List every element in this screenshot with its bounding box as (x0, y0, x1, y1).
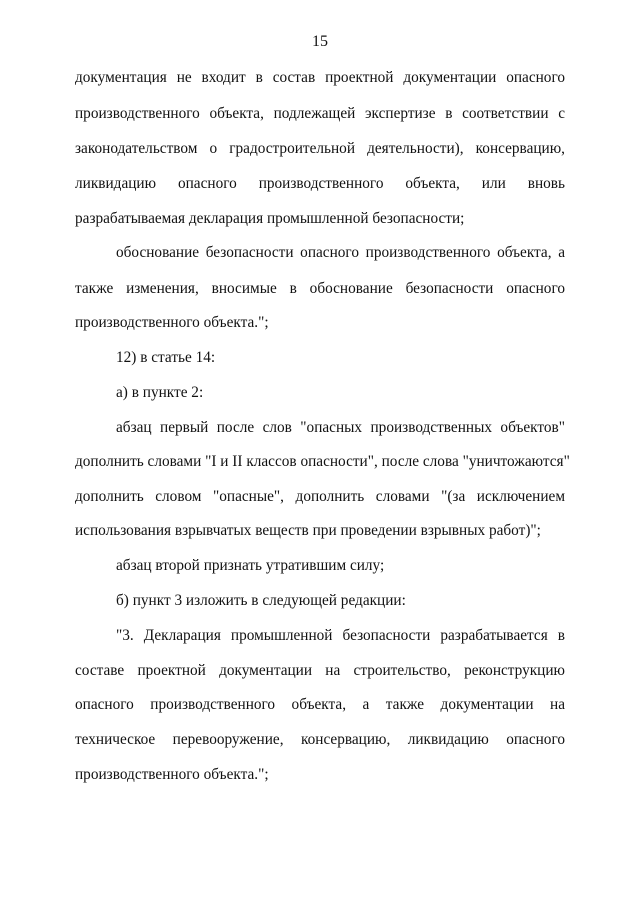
text-line: 12) в статье 14: (116, 349, 216, 366)
text-line: абзац первый после слов "опасных производственных объектов" (116, 419, 565, 436)
text-line: абзац второй признать утратившим силу; (116, 557, 385, 574)
text-line: разрабатываемая декларация промышленной безопасности; (75, 210, 465, 227)
text-line: обоснование безопасности опасного производственного объекта, а (116, 244, 565, 261)
text-line: а) в пункте 2: (116, 384, 204, 401)
page-number: 15 (312, 33, 328, 50)
text-line: дополнить словом "опасные", дополнить словами "(за исключением (75, 488, 565, 505)
text-line: составе проектной документации на строительство, реконструкцию (75, 662, 565, 679)
text-line: использования взрывчатых веществ при проведении взрывных работ)"; (75, 522, 541, 539)
text-line: опасного производственного объекта, а также документации на (75, 696, 565, 713)
text-line: ликвидацию опасного производственного объекта, или вновь (75, 175, 565, 192)
text-line: б) пункт 3 изложить в следующей редакции: (116, 592, 406, 609)
text-line: производственного объекта."; (75, 314, 269, 331)
text-line: законодательством о градостроительной деятельности), консервацию, (75, 140, 565, 157)
text-line: производственного объекта, подлежащей экспертизе в соответствии с (75, 105, 565, 122)
text-line: дополнить словами "I и II классов опасности", после слова "уничтожаются" (75, 453, 570, 470)
text-line: техническое перевооружение, консервацию, ликвидацию опасного (75, 731, 565, 748)
text-line: производственного объекта."; (75, 766, 269, 783)
text-line: также изменения, вносимые в обоснование безопасности опасного (75, 280, 565, 297)
text-line: "3. Декларация промышленной безопасности разрабатывается в (116, 627, 565, 644)
text-line: документация не входит в состав проектной документации опасного (75, 69, 565, 86)
